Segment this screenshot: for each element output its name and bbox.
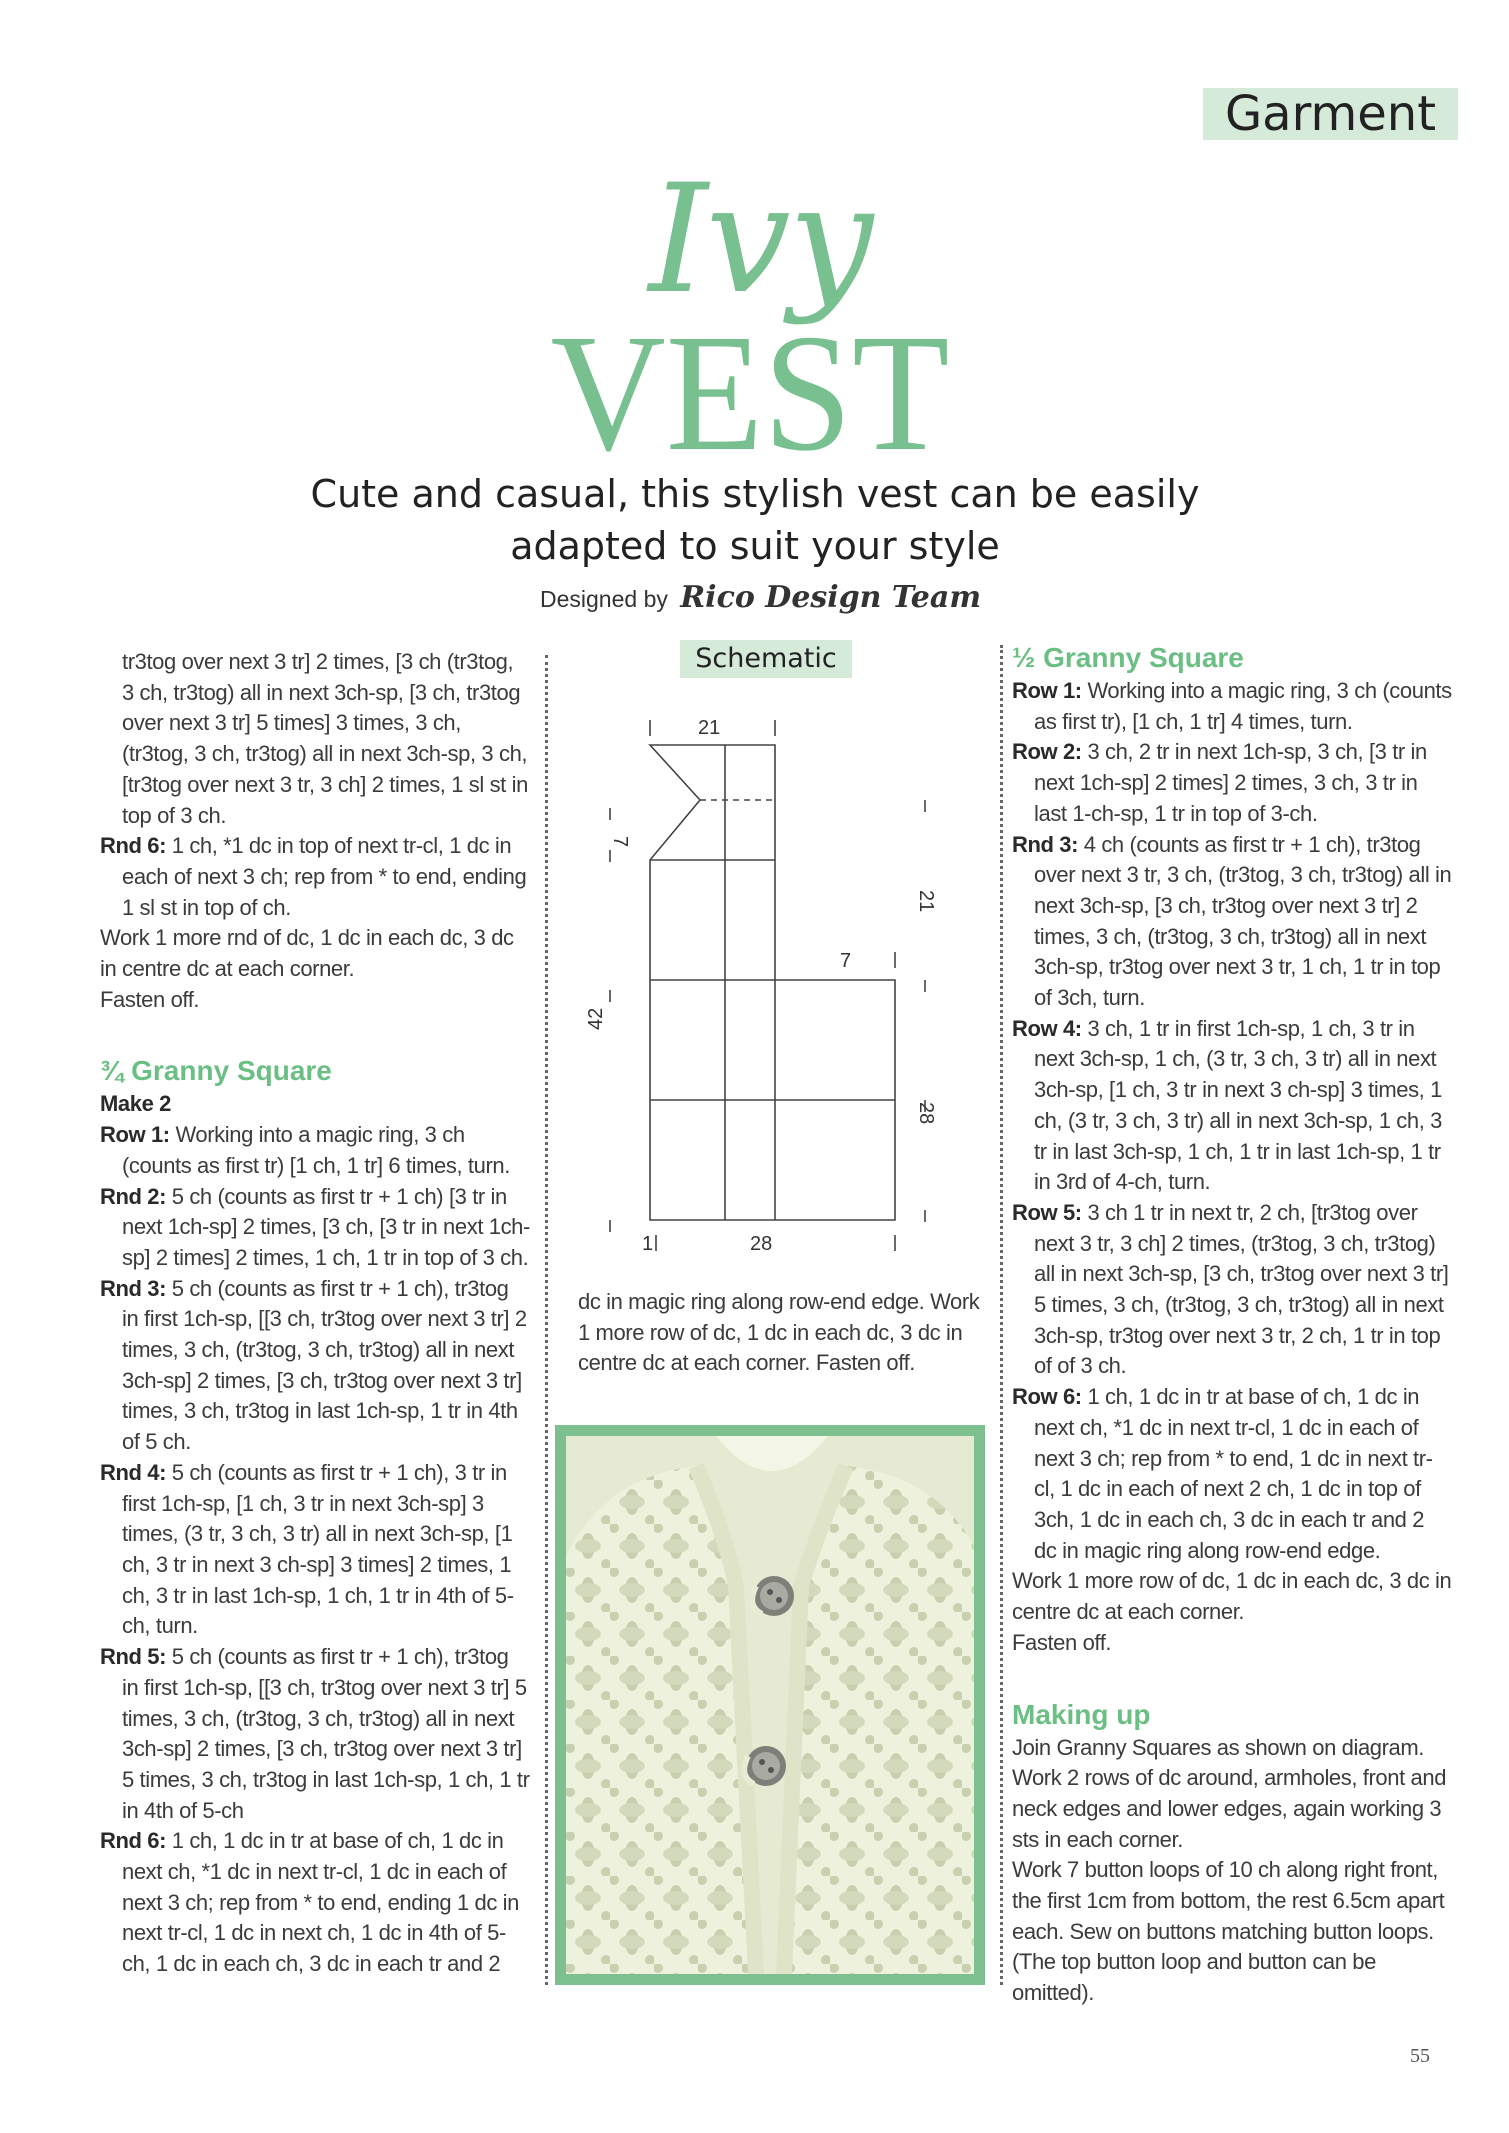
row-label: Row 2:	[1012, 739, 1082, 765]
row-text: 5 ch (counts as first tr + 1 ch) [3 tr in next 1ch-sp] 2 times, [3 ch, [3 tr in next 1ch-sp] 2 times] 2 times, 1 ch, 1 tr in top of 3 ch.	[122, 1183, 530, 1270]
row-label: Rnd 4:	[100, 1459, 167, 1485]
column-divider-left	[545, 655, 548, 1985]
pattern-continuation: tr3tog over next 3 tr] 2 times, [3 ch (tr3tog, 3 ch, tr3tog) all in next 3ch-sp, [3 ch, tr3tog over next 3 tr] 5 times] 3 times, 3 ch, (tr3tog, 3 ch, tr3tog) all in next 3ch-sp, 3 ch, [tr3tog over next 3 tr, 3 ch] 2 times, 1 sl st in top of 3 ch.	[122, 649, 528, 828]
row-text: 1 ch, *1 dc in top of next tr-cl, 1 dc in each of next 3 ch; rep from * to end, ending 1 sl st in top of ch.	[122, 833, 527, 920]
pattern-row	[1012, 1198, 1452, 1382]
row-label: Row 4:	[1012, 1015, 1082, 1041]
making-up-paragraph: Join Granny Squares as shown on diagram. Work 2 rows of dc around, armholes, front and neck edges and lower edges, again working 3 sts in each corner.	[1012, 1734, 1447, 1852]
row-text: 5 ch (counts as first tr + 1 ch), 3 tr in first 1ch-sp, [1 ch, 3 tr in next 3ch-sp] 3 times, (3 tr, 3 ch, 3 tr) all in next 3ch-sp, [1 ch, 3 tr in next 3 ch-sp] 3 times] 2 times, 1 ch, 3 tr in last 1ch-sp, 1 ch, 1 tr in 4th of 5-ch, turn.	[122, 1459, 514, 1639]
make-count: Make 2	[100, 1091, 171, 1117]
pattern-row	[1012, 1382, 1452, 1566]
section-heading: ¾ Granny Square	[100, 1055, 332, 1087]
schematic-diagram	[570, 690, 990, 1270]
vest-photo	[555, 1425, 985, 1985]
row-text: 3 ch, 1 tr in first 1ch-sp, 1 ch, 3 tr in next 3ch-sp, 1 ch, (3 tr, 3 ch, 3 tr) all in next 3ch-sp, [1 ch, 3 tr in next 3 ch-sp] 3 times, 1 ch, (3 tr, 3 ch, 3 tr) all in next 3ch-sp, 1 ch, 3 tr in last 3ch-sp, 1 ch, 1 tr in last 1ch-sp, 1 tr in 3rd of 4-ch, turn.	[1034, 1015, 1442, 1195]
pattern-row	[100, 1458, 530, 1642]
fasten-off-text: Fasten off.	[100, 986, 200, 1012]
row-label: Row 6:	[1012, 1384, 1082, 1410]
row-label: Row 1:	[100, 1122, 170, 1148]
fasten-off-text: Fasten off.	[1012, 1629, 1112, 1655]
work-more-text: Work 1 more rnd of dc, 1 dc in each dc, 3 dc in centre dc at each corner.	[100, 925, 514, 982]
middle-column-text	[578, 1287, 988, 1379]
row-label: Rnd 5:	[100, 1644, 167, 1670]
row-text: 5 ch (counts as first tr + 1 ch), tr3tog in first 1ch-sp, [[3 ch, tr3tog over next 3 tr] 2 times, 3 ch, (tr3tog, 3 ch, tr3tog) all in next 3ch-sp] 2 times, [3 ch, tr3tog over next 3 tr] times, 3 ch, tr3tog in last 1ch-sp, 1 tr in 4th of 5 ch.	[122, 1275, 527, 1455]
pattern-row	[1012, 737, 1452, 829]
left-column	[100, 647, 530, 1980]
section-heading: ½ Granny Square	[1012, 642, 1244, 673]
dim-small-mark: 1	[642, 1233, 654, 1255]
row-label: Row 5:	[1012, 1199, 1082, 1225]
pattern-row	[100, 1642, 530, 1826]
section-tag: Garment	[1203, 88, 1458, 140]
row-label: Rnd 3:	[1012, 831, 1079, 857]
schematic-outline	[650, 745, 895, 1220]
row-label: Rnd 6:	[100, 833, 167, 859]
row-label: Rnd 3:	[100, 1275, 167, 1301]
making-up-paragraph: Work 7 button loops of 10 ch along right front, the first 1cm from bottom, the rest 6.5cm apart each. Sew on buttons matching button loops. (The top button loop and button can be omitted).	[1012, 1857, 1445, 2006]
schematic-label: Schematic	[680, 640, 852, 678]
making-up-heading: Making up	[1012, 1698, 1151, 1730]
pattern-row	[1012, 1014, 1452, 1198]
row-text: 3 ch, 2 tr in next 1ch-sp, 3 ch, [3 tr in next 1ch-sp] 2 times] 2 times, 3 ch, 3 tr in last 1-ch-sp, 1 tr in top of 3-ch.	[1034, 739, 1427, 826]
subtitle	[300, 468, 1210, 572]
dim-armhole-step: 7	[840, 950, 852, 972]
pattern-row	[100, 1120, 530, 1181]
dim-top-width: 21	[698, 717, 721, 739]
byline	[540, 580, 982, 615]
row-text: 1 ch, 1 dc in tr at base of ch, 1 dc in next ch, *1 dc in next tr-cl, 1 dc in each of next 3 ch; rep from * to end, ending 1 dc in next tr-cl, 1 dc in next ch, 1 dc in 4th of 5-ch, 1 dc in each ch, 3 dc in each tr and 2	[122, 1828, 519, 1977]
title-ivy: Ivy	[648, 153, 872, 327]
pattern-row	[100, 831, 530, 923]
column-divider-right	[1000, 645, 1003, 1985]
dim-left-height: 42	[585, 1007, 607, 1030]
row-text: 3 ch 1 tr in next tr, 2 ch, [tr3tog over next 3 tr, 3 ch] 2 times, (tr3tog, 3 ch, tr3tog) all in next 3ch-sp, [3 ch, tr3tog over next 3 tr] 5 times, 3 ch, (tr3tog, 3 ch, tr3tog) all in next 3ch-sp, tr3tog over next 3 tr, 2 ch, 1 tr in top of of 3 ch.	[1034, 1199, 1449, 1379]
byline-prefix: Designed by	[540, 586, 668, 612]
dim-right-upper: 21	[915, 890, 937, 913]
designer-name: Rico Design Team	[680, 580, 982, 615]
subtitle-line-2: adapted to suit your style	[510, 524, 1000, 568]
row-label: Rnd 6:	[100, 1828, 167, 1854]
page-number: 55	[1410, 2045, 1430, 2067]
pattern-row	[100, 1274, 530, 1458]
right-column	[1012, 640, 1452, 2009]
dim-right-lower: 28	[915, 1102, 937, 1125]
pattern-row	[1012, 830, 1452, 1014]
row-text: 5 ch (counts as first tr + 1 ch), tr3tog in first 1ch-sp, [[3 ch, tr3tog over next 3 tr] 5 times, 3 ch, (tr3tog, 3 ch, tr3tog) all in next 3ch-sp] 2 times, [3 ch, tr3tog over next 3 tr] 5 times, 3 ch, tr3tog in last 1ch-sp, 1 ch, 1 tr in 4th of 5-ch	[122, 1644, 530, 1823]
dim-neck-depth: 7	[609, 836, 631, 848]
title-vest: VEST	[550, 300, 950, 486]
subtitle-line-1: Cute and casual, this stylish vest can be easily	[310, 472, 1200, 516]
pattern-row	[100, 1826, 530, 1980]
row-text: 1 ch, 1 dc in tr at base of ch, 1 dc in next ch, *1 dc in next tr-cl, 1 dc in each of next 3 ch; rep from * to end, 1 dc in next tr-cl, 1 dc in each of next 2 ch, 1 dc in top of 3ch, 1 dc in each ch, 3 dc in each tr and 2 dc in magic ring along row-end edge.	[1034, 1384, 1433, 1563]
pattern-row	[100, 1182, 530, 1274]
pattern-continuation: dc in magic ring along row-end edge. Work 1 more row of dc, 1 dc in each dc, 3 dc in centre dc at each corner. Fasten off.	[578, 1289, 980, 1376]
row-text: Working into a magic ring, 3 ch (counts as first tr), [1 ch, 1 tr] 4 times, turn.	[1034, 678, 1452, 734]
dim-bottom-width: 28	[750, 1233, 773, 1255]
row-text: 4 ch (counts as first tr + 1 ch), tr3tog over next 3 tr, 3 ch, (tr3tog, 3 ch, tr3tog) all in next 3ch-sp, [3 ch, tr3tog over next 3 tr] 2 times, 3 ch, (tr3tog, 3 ch, tr3tog) all in next 3ch-sp, tr3tog over next 3 tr, 1 ch, 1 tr in top of 3ch, turn.	[1034, 831, 1452, 1011]
pattern-row	[1012, 676, 1452, 737]
row-label: Row 1:	[1012, 678, 1082, 703]
work-more-text: Work 1 more row of dc, 1 dc in each dc, 3 dc in centre dc at each corner.	[1012, 1568, 1452, 1625]
row-text: Working into a magic ring, 3 ch (counts as first tr) [1 ch, 1 tr] 6 times, turn.	[122, 1122, 510, 1178]
row-label: Rnd 2:	[100, 1183, 167, 1209]
